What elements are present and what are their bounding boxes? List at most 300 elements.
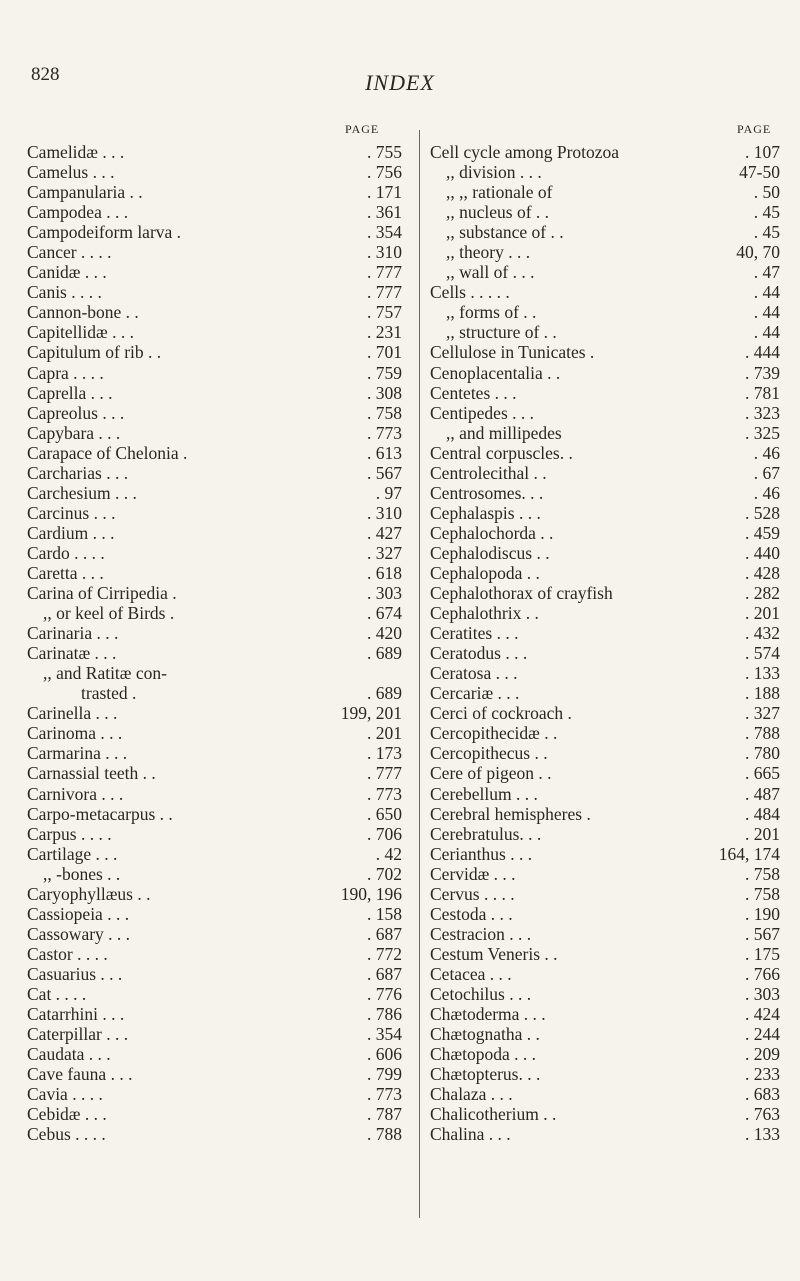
index-entry <box>27 162 407 182</box>
index-page-ref: . 427 <box>367 522 402 543</box>
index-entry <box>430 924 780 944</box>
index-term: Cassowary . . . <box>27 923 131 944</box>
index-entry <box>27 743 407 763</box>
index-term: Cardium . . . <box>27 522 115 543</box>
index-entry <box>27 302 407 322</box>
index-page-ref: . 444 <box>745 342 780 363</box>
index-entry <box>27 1084 407 1104</box>
index-page-ref: 47-50 <box>739 162 780 183</box>
index-page-ref: . 674 <box>367 603 402 624</box>
index-page-ref: . 788 <box>745 723 780 744</box>
index-term: Cebidæ . . . <box>27 1104 107 1125</box>
index-page-ref: . 244 <box>745 1024 780 1045</box>
index-page-ref: . 303 <box>745 983 780 1004</box>
index-entry <box>430 1064 780 1084</box>
index-term: Caudata . . . <box>27 1044 111 1065</box>
index-entry <box>27 242 407 262</box>
index-term: Centetes . . . <box>430 382 517 403</box>
index-term: ,, ,, rationale of <box>446 182 553 203</box>
index-entry <box>27 443 407 463</box>
index-term: Caprella . . . <box>27 382 113 403</box>
index-term: Ceratites . . . <box>430 623 519 644</box>
index-term: ,, nucleus of . . <box>446 202 550 223</box>
index-page-ref: . 665 <box>745 763 780 784</box>
index-page-ref: . 45 <box>753 222 780 243</box>
index-page-ref: . 67 <box>753 462 780 483</box>
index-term: Cetacea . . . <box>430 963 512 984</box>
index-page-ref: . 788 <box>367 1124 402 1145</box>
index-entry <box>27 523 407 543</box>
index-page-ref: . 325 <box>745 422 780 443</box>
index-entry <box>430 623 780 643</box>
index-page-ref: . 484 <box>745 803 780 824</box>
index-term: Camelus . . . <box>27 162 115 183</box>
index-page-ref: . 428 <box>745 562 780 583</box>
index-term: Cells . . . . . <box>430 282 510 303</box>
index-entry <box>430 1044 780 1064</box>
column-heading-right: PAGE <box>737 122 772 136</box>
running-header: INDEX <box>365 70 435 95</box>
index-page-ref: . 763 <box>745 1104 780 1125</box>
index-entry <box>27 804 407 824</box>
index-term: Capybara . . . <box>27 422 121 443</box>
index-term: Cat . . . . <box>27 983 87 1004</box>
index-page-ref: . 567 <box>745 923 780 944</box>
index-entry <box>27 643 407 663</box>
index-term: Cestracion . . . <box>430 923 532 944</box>
index-page-ref: . 354 <box>367 1024 402 1045</box>
index-page-ref: . 766 <box>745 963 780 984</box>
index-page-ref: . 361 <box>367 202 402 223</box>
index-term: Cere of pigeon . . <box>430 763 552 784</box>
index-entry <box>430 142 780 162</box>
index-term: Campodeiform larva . <box>27 222 182 243</box>
index-term: ,, substance of . . <box>446 222 564 243</box>
index-term: Cercopithecidæ . . <box>430 723 558 744</box>
index-page-ref: . 107 <box>745 142 780 162</box>
index-page-ref: . 44 <box>753 302 780 323</box>
index-term: Chalaza . . . <box>430 1084 513 1105</box>
column-divider <box>419 130 420 1218</box>
index-entry <box>430 282 780 302</box>
index-entry <box>430 563 780 583</box>
index-entry <box>430 342 780 362</box>
index-entry <box>430 302 780 322</box>
index-entry <box>27 723 407 743</box>
index-entry <box>27 964 407 984</box>
index-page-ref: . 323 <box>745 402 780 423</box>
index-entry <box>27 182 407 202</box>
index-entry <box>430 1124 780 1144</box>
index-entry <box>430 503 780 523</box>
index-entry <box>27 1064 407 1084</box>
index-term: Cetochilus . . . <box>430 983 532 1004</box>
index-entry <box>430 222 780 242</box>
index-entry <box>430 984 780 1004</box>
index-page-ref: . 687 <box>367 963 402 984</box>
index-page-ref: . 773 <box>367 422 402 443</box>
index-term: Chalina . . . <box>430 1124 511 1145</box>
index-page-ref: . 739 <box>745 362 780 383</box>
index-entry <box>430 1024 780 1044</box>
index-term: Cerebellum . . . <box>430 783 538 804</box>
index-entry <box>430 603 780 623</box>
index-entry <box>27 483 407 503</box>
index-page-ref: 199, 201 <box>340 703 402 724</box>
index-term: Cell cycle among Protozoa <box>430 142 620 162</box>
index-entry <box>27 1024 407 1044</box>
index-page-ref: . 233 <box>745 1064 780 1085</box>
index-entry <box>430 182 780 202</box>
index-page-ref: . 327 <box>367 542 402 563</box>
index-term: Cenoplacentalia . . <box>430 362 561 383</box>
index-entry <box>27 663 407 683</box>
index-page-ref: . 432 <box>745 623 780 644</box>
index-entry <box>430 162 780 182</box>
index-term: Campodea . . . <box>27 202 129 223</box>
index-entry <box>27 463 407 483</box>
index-term: Caretta . . . <box>27 562 104 583</box>
index-term: Chætopoda . . . <box>430 1044 536 1065</box>
index-entry <box>27 222 407 242</box>
index-page-ref: . 687 <box>367 923 402 944</box>
index-page-ref: . 777 <box>367 282 402 303</box>
index-entry <box>27 202 407 222</box>
index-entry <box>430 483 780 503</box>
index-page-ref: . 650 <box>367 803 402 824</box>
index-page-ref: . 327 <box>745 703 780 724</box>
index-term: Cercopithecus . . <box>430 743 548 764</box>
index-term: ,, and Ratitæ con- <box>43 663 167 684</box>
index-entry <box>430 964 780 984</box>
index-term: Cerebratulus. . . <box>430 823 542 844</box>
index-term: Chætoderma . . . <box>430 1004 546 1025</box>
index-page-ref: . 282 <box>745 583 780 604</box>
index-page-ref: . 45 <box>753 202 780 223</box>
index-term: ,, forms of . . <box>446 302 537 323</box>
index-term: Carapace of Chelonia . <box>27 442 188 463</box>
index-entry <box>430 1084 780 1104</box>
index-term: Chalicotherium . . <box>430 1104 557 1125</box>
index-page-ref: . 231 <box>367 322 402 343</box>
index-term: Cartilage . . . <box>27 843 118 864</box>
index-page-ref: . 201 <box>367 723 402 744</box>
index-page-ref: . 689 <box>367 643 402 664</box>
index-entry <box>27 423 407 443</box>
index-entry <box>430 443 780 463</box>
index-entry <box>27 322 407 342</box>
index-page-ref: . 310 <box>367 242 402 263</box>
index-page-ref: . 758 <box>367 402 402 423</box>
index-page-ref: . 50 <box>753 182 780 203</box>
index-term: Cephalothrix . . <box>430 603 539 624</box>
index-page-ref: . 133 <box>745 1124 780 1145</box>
index-entry <box>27 703 407 723</box>
index-entry <box>430 523 780 543</box>
index-page-ref: . 777 <box>367 262 402 283</box>
index-term: Canis . . . . <box>27 282 102 303</box>
index-entry <box>430 884 780 904</box>
index-page-ref: . 209 <box>745 1044 780 1065</box>
index-entry <box>27 262 407 282</box>
index-entry <box>430 363 780 383</box>
index-term: ,, wall of . . . <box>446 262 535 283</box>
index-page-ref: 164, 174 <box>718 843 780 864</box>
index-term: Cervidæ . . . <box>430 863 516 884</box>
index-term: Cephalopoda . . <box>430 562 540 583</box>
index-term: Cephalothorax of crayfish <box>430 583 613 604</box>
index-page-ref: 40, 70 <box>736 242 780 263</box>
index-entry <box>430 804 780 824</box>
index-term: ,, structure of . . <box>446 322 557 343</box>
index-entry <box>27 864 407 884</box>
column-heading-left: PAGE <box>345 122 380 136</box>
index-term: Carcharias . . . <box>27 462 129 483</box>
index-page-ref: . 759 <box>367 362 402 383</box>
index-page-ref: . 158 <box>367 903 402 924</box>
index-page-ref: . 190 <box>745 903 780 924</box>
index-term: Ceratosa . . . <box>430 663 518 684</box>
index-term: Chætopterus. . . <box>430 1064 541 1085</box>
index-entry <box>27 1004 407 1024</box>
index-term: Cave fauna . . . <box>27 1064 133 1085</box>
index-term: Camelidæ . . . <box>27 142 125 162</box>
index-entry <box>27 944 407 964</box>
index-term: Capitulum of rib . . <box>27 342 162 363</box>
index-term: Catarrhini . . . <box>27 1004 125 1025</box>
index-entry <box>27 543 407 563</box>
index-entry <box>430 763 780 783</box>
index-page-ref: . 706 <box>367 823 402 844</box>
index-entry <box>430 403 780 423</box>
index-page-ref: . 780 <box>745 743 780 764</box>
index-entry <box>430 723 780 743</box>
index-page-ref: . 777 <box>367 763 402 784</box>
index-entry <box>430 1004 780 1024</box>
index-entry <box>430 864 780 884</box>
index-term: Carmarina . . . <box>27 743 128 764</box>
index-page-ref: 190, 196 <box>340 883 402 904</box>
index-page-ref: . 46 <box>753 442 780 463</box>
index-page-ref: . 618 <box>367 562 402 583</box>
index-entry <box>430 202 780 222</box>
index-page-ref: . 440 <box>745 542 780 563</box>
index-entry <box>430 463 780 483</box>
index-entry <box>27 503 407 523</box>
index-page-ref: . 97 <box>375 482 402 503</box>
index-entry <box>27 1044 407 1064</box>
index-page-ref: . 574 <box>745 643 780 664</box>
index-entry <box>430 262 780 282</box>
index-entry <box>27 844 407 864</box>
index-term: Cestoda . . . <box>430 903 513 924</box>
index-term: Cardo . . . . <box>27 542 105 563</box>
index-term: Casuarius . . . <box>27 963 123 984</box>
index-term: ,, and millipedes <box>446 422 562 443</box>
index-entry <box>27 623 407 643</box>
index-page-ref: . 683 <box>745 1084 780 1105</box>
index-page-ref: . 799 <box>367 1064 402 1085</box>
index-page-ref: . 487 <box>745 783 780 804</box>
index-page-ref: . 424 <box>745 1004 780 1025</box>
index-page-ref: . 201 <box>745 823 780 844</box>
index-term: Castor . . . . <box>27 943 108 964</box>
index-page-ref: . 459 <box>745 522 780 543</box>
index-entry <box>430 824 780 844</box>
index-term: Carinella . . . <box>27 703 118 724</box>
index-entry <box>430 1104 780 1124</box>
index-page-ref: . 133 <box>745 663 780 684</box>
index-entry <box>430 643 780 663</box>
index-term: Centrolecithal . . <box>430 462 547 483</box>
index-entry <box>27 603 407 623</box>
index-term: Carinatæ . . . <box>27 643 117 664</box>
index-page-ref: . 528 <box>745 502 780 523</box>
index-term: trasted . <box>81 683 137 704</box>
index-term: Caterpillar . . . <box>27 1024 129 1045</box>
index-page-ref: . 776 <box>367 983 402 1004</box>
index-page-ref: . 188 <box>745 683 780 704</box>
index-page-ref: . 755 <box>367 142 402 162</box>
index-term: Carchesium . . . <box>27 482 137 503</box>
index-term: Capreolus . . . <box>27 402 125 423</box>
index-page-ref: . 613 <box>367 442 402 463</box>
index-entry <box>27 1124 407 1144</box>
index-entry <box>27 884 407 904</box>
index-page-ref: . 758 <box>745 883 780 904</box>
index-term: ,, or keel of Birds . <box>43 603 175 624</box>
index-term: Cerebral hemispheres . <box>430 803 591 824</box>
index-entry <box>27 683 407 703</box>
page-number: 828 <box>31 64 60 85</box>
index-entry <box>430 423 780 443</box>
index-entry <box>27 282 407 302</box>
index-entry <box>27 784 407 804</box>
index-entry <box>430 904 780 924</box>
index-page-ref: . 758 <box>745 863 780 884</box>
index-page-ref: . 772 <box>367 943 402 964</box>
index-entry <box>27 342 407 362</box>
index-entry <box>430 683 780 703</box>
index-page-ref: . 567 <box>367 462 402 483</box>
index-term: Cellulose in Tunicates . <box>430 342 595 363</box>
index-entry <box>430 844 780 864</box>
index-entry <box>27 824 407 844</box>
index-term: Carcinus . . . <box>27 502 116 523</box>
index-term: ,, -bones . . <box>43 863 121 884</box>
index-entry <box>430 663 780 683</box>
index-term: Capra . . . . <box>27 362 104 383</box>
index-page-ref: . 175 <box>745 943 780 964</box>
index-entry <box>430 543 780 563</box>
index-page-ref: . 786 <box>367 1004 402 1025</box>
index-entry <box>27 383 407 403</box>
index-page-ref: . 308 <box>367 382 402 403</box>
index-page-ref: . 781 <box>745 382 780 403</box>
index-page-ref: . 310 <box>367 502 402 523</box>
index-page-ref: . 606 <box>367 1044 402 1065</box>
index-term: Centrosomes. . . <box>430 482 544 503</box>
index-page-ref: . 702 <box>367 863 402 884</box>
index-term: Central corpuscles. . <box>430 442 573 463</box>
index-entry <box>27 1104 407 1124</box>
index-term: ,, theory . . . <box>446 242 531 263</box>
index-page-ref: . 773 <box>367 1084 402 1105</box>
index-term: Caryophyllæus . . <box>27 883 151 904</box>
index-entry <box>27 984 407 1004</box>
index-term: Cercariæ . . . <box>430 683 520 704</box>
index-page-ref: . 420 <box>367 623 402 644</box>
index-term: ,, division . . . <box>446 162 542 183</box>
index-term: Ceratodus . . . <box>430 643 528 664</box>
index-entry <box>430 743 780 763</box>
index-term: Cannon-bone . . <box>27 302 139 323</box>
index-page-ref: . 303 <box>367 583 402 604</box>
index-term: Capitellidæ . . . <box>27 322 134 343</box>
index-term: Carina of Cirripedia . <box>27 583 177 604</box>
index-term: Carinaria . . . <box>27 623 119 644</box>
index-entry <box>27 924 407 944</box>
index-entry <box>27 403 407 423</box>
index-page-ref: . 757 <box>367 302 402 323</box>
index-page-ref: . 173 <box>367 743 402 764</box>
index-entry <box>27 363 407 383</box>
index-term: Cerianthus . . . <box>430 843 533 864</box>
index-term: Cancer . . . . <box>27 242 112 263</box>
index-term: Carpus . . . . <box>27 823 112 844</box>
index-term: Carnivora . . . <box>27 783 124 804</box>
index-term: Cerci of cockroach . <box>430 703 572 724</box>
index-page-ref: . 44 <box>753 282 780 303</box>
index-entry <box>27 563 407 583</box>
index-term: Cebus . . . . <box>27 1124 106 1145</box>
index-page-ref: . 756 <box>367 162 402 183</box>
index-page-ref: . 42 <box>375 843 402 864</box>
index-entry <box>27 583 407 603</box>
index-entry <box>27 904 407 924</box>
index-page-ref: . 689 <box>367 683 402 704</box>
index-term: Cephalochorda . . <box>430 522 554 543</box>
index-entry <box>430 583 780 603</box>
index-term: Cestum Veneris . . <box>430 943 558 964</box>
index-page-ref: . 171 <box>367 182 402 203</box>
index-term: Cephalaspis . . . <box>430 502 541 523</box>
index-entry <box>27 763 407 783</box>
index-entry <box>430 784 780 804</box>
index-term: Cassiopeia . . . <box>27 903 130 924</box>
index-term: Cephalodiscus . . <box>430 542 550 563</box>
index-entry <box>430 383 780 403</box>
index-entry <box>430 944 780 964</box>
index-page-ref: . 773 <box>367 783 402 804</box>
index-page-ref: . 201 <box>745 603 780 624</box>
index-page-ref: . 46 <box>753 482 780 503</box>
index-page-ref: . 354 <box>367 222 402 243</box>
index-page-ref: . 787 <box>367 1104 402 1125</box>
index-entry <box>27 142 407 162</box>
index-term: Carinoma . . . <box>27 723 123 744</box>
index-term: Cervus . . . . <box>430 883 515 904</box>
index-page-ref: . 44 <box>753 322 780 343</box>
index-entry <box>430 322 780 342</box>
index-entry <box>430 242 780 262</box>
index-term: Cavia . . . . <box>27 1084 103 1105</box>
index-term: Carnassial teeth . . <box>27 763 156 784</box>
index-term: Campanularia . . <box>27 182 143 203</box>
index-term: Chætognatha . . <box>430 1024 540 1045</box>
index-page-ref: . 47 <box>753 262 780 283</box>
index-term: Canidæ . . . <box>27 262 107 283</box>
